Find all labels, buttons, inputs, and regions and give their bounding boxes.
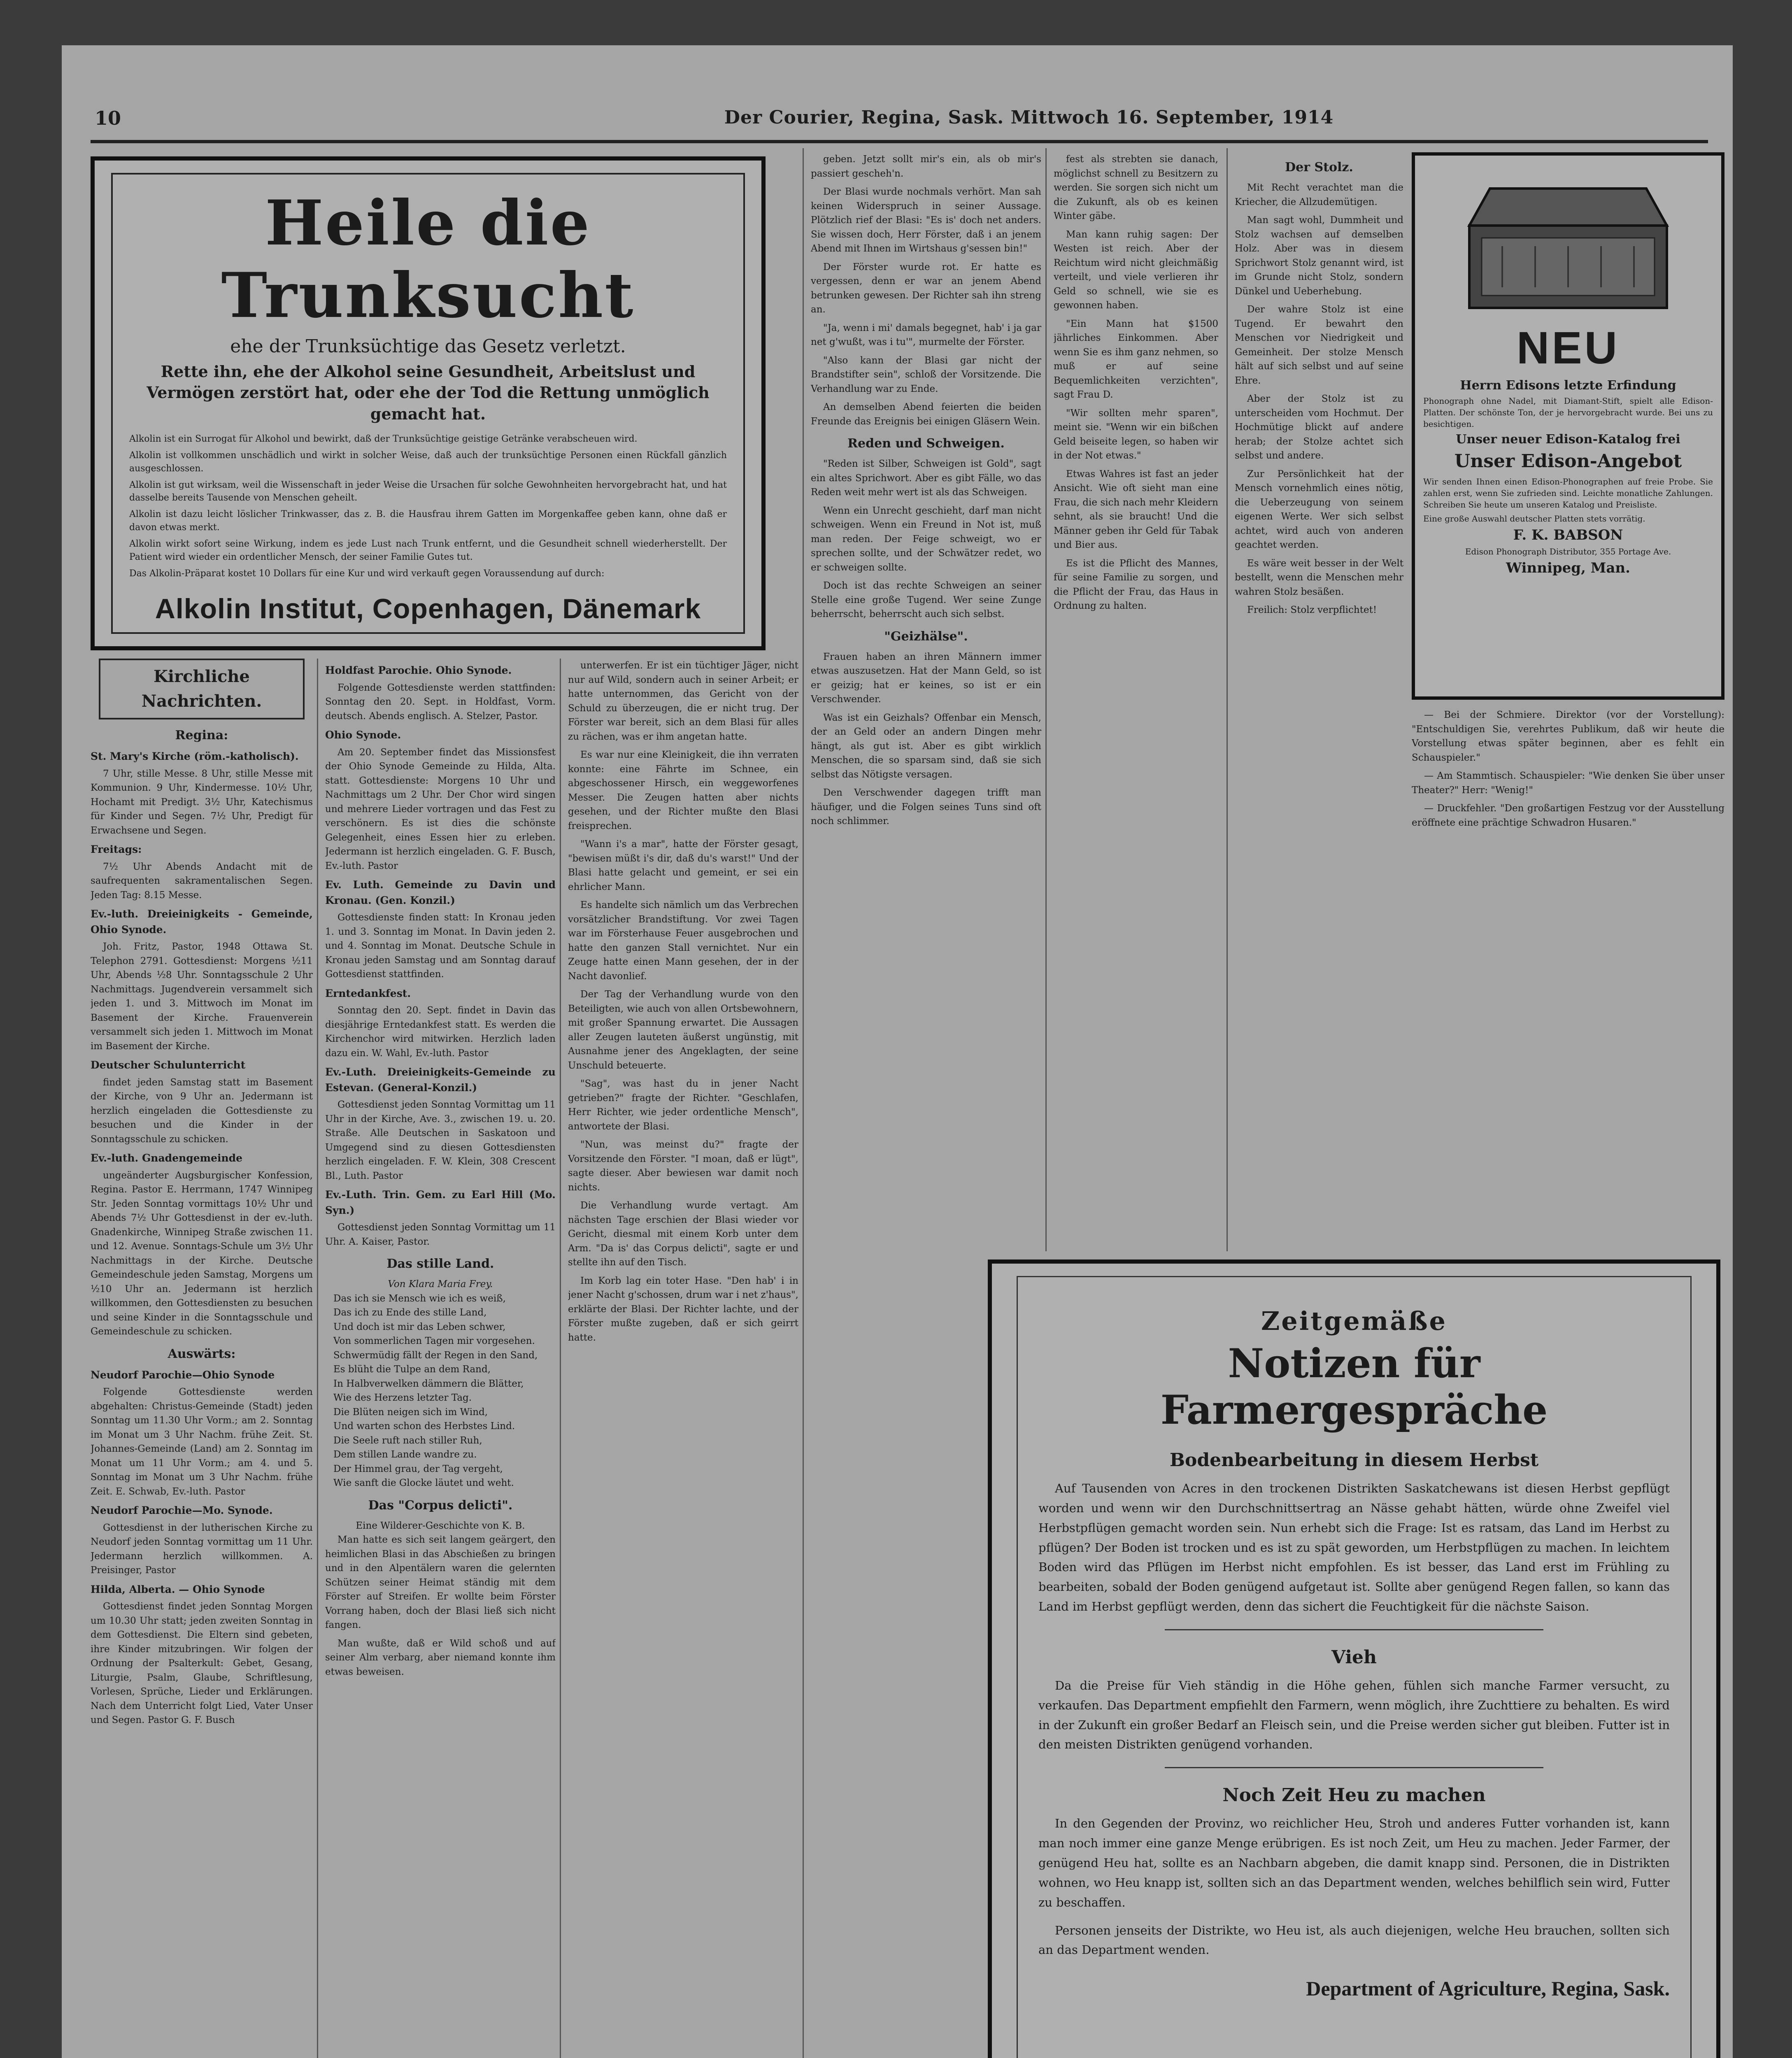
masthead: Der Courier, Regina, Sask. Mittwoch 16. September, 1914 — [724, 107, 1334, 128]
poem-line: Und warten schon des Herbstes Lind. — [333, 1421, 515, 1432]
paragraph: Es war nur eine Kleinigkeit, die ihn verraten konnte: eine Fährte im Schnee, ein abgeschossener Hirsch, ein weggeworfenes Messer. Die Zeugen hatten aber nichts gesehen, und der Richter mußte den Blasi freisprechen. — [568, 750, 798, 831]
column-divider — [317, 659, 318, 2058]
poem-author: Von Klara Maria Frey. — [388, 1279, 493, 1290]
ad-paragraph: Alkolin ist dazu leicht löslicher Trinkwasser, das z. B. die Hausfrau ihrem Gatten im Morgenkaffee geben kann, ohne daß er davon etwas merkt. — [129, 509, 727, 533]
poem-line: Das ich sie Mensch wie ich es weiß, — [333, 1293, 506, 1304]
poem-line: Dem stillen Lande wandre zu. — [333, 1449, 477, 1460]
city-heading: Regina: — [175, 728, 228, 743]
entry-text: 7½ Uhr Abends Andacht mit de saufrequenten sakramentalischen Segen. Jeden Tag: 8.15 Messe. — [91, 861, 313, 901]
entry-title: Ev.-Luth. Dreieinigkeits-Gemeinde zu Estevan. (General-Konzil.) — [325, 1066, 556, 1094]
reden-title: Reden und Schweigen. — [847, 436, 1005, 451]
notice-title: Notizen für Farmergespräche — [1160, 1340, 1548, 1433]
ad-new-label: NEU — [1516, 323, 1620, 373]
geiz-title: "Geizhälse". — [884, 629, 968, 644]
section-heading: Kirchliche Nachrichten. — [99, 659, 305, 719]
paragraph: Was ist ein Geizhals? Offenbar ein Mensch, der an Geld oder an andern Dingen mehr hängt, als gut ist. Aber es gibt wirklich Menschen, die so sparsam sind, daß sie sich selbst das Nötigste versagen. — [811, 712, 1041, 780]
entry-text: 7 Uhr, stille Messe. 8 Uhr, stille Messe mit Kommunion. 9 Uhr, Kindermesse. 10½ Uhr, Hochamt mit Predigt. 3½ Uhr, Katechismus für Kinder und Segen. 7½ Uhr, Predigt für Erwachsene und Segen. — [91, 768, 313, 836]
paragraph: Man kann ruhig sagen: Der Westen ist reich. Aber der Reichtum wird nicht gleichmäßig verteilt, und viele verlieren ihr Geld so schnell, wie sie es gewonnen haben. — [1054, 229, 1218, 311]
entry-text: Gottesdienst findet jeden Sonntag Morgen um 10.30 Uhr statt; jeden zweiten Sonntag in dem Gottesdienst. Die Eltern sind gebeten, ihre Kinder mitzubringen. Wir folgen der Ordnung der Psalterkult: Gebet, Gesang, Liturgie, Psalm, Glaube, Schriftlesung, Vorlesen, Sprüche, Lieder und Erklärungen. Nach dem Unterricht folgt Lied, Vater Unser und Segen. Pastor G. F. Busch — [91, 1601, 313, 1725]
paragraph: Man hatte es sich seit langem geärgert, den heimlichen Blasi in das Abschießen zu bringen und in den Alpentälern waren die gelernten Schützen seiner Heimat ständig mit dem Förster auf Streifen. Er wollte beim Förster Vorrang haben, doch der Blasi ließ sich nicht fangen. — [325, 1534, 556, 1630]
entry-title: Neudorf Parochie—Mo. Synode. — [91, 1504, 273, 1516]
entry-title: Hilda, Alberta. — Ohio Synode — [91, 1583, 265, 1595]
entry-text: Gottesdienst in der lutherischen Kirche zu Neudorf jeden Sonntag vormittag um 11 Uhr. Jedermann herzlich willkommen. A. Preisinger, Pastor — [91, 1522, 313, 1576]
entry-text: Joh. Fritz, Pastor, 1948 Ottawa St. Telephon 2791. Gottesdienst: Morgens ½11 Uhr, Abends ½8 Uhr. Sonntagsschule 2 Uhr Nachmittags. Jugendverein versammelt sich jeden 1. und 3. Mittwoch im Monat im Basement der Kirche. Frauenverein versammelt sich jeden 1. Mittwoch im Monat im Basement der Kirche. — [91, 941, 313, 1052]
notice-paragraph: In den Gegenden der Provinz, wo reichlicher Heu, Stroh und anderes Futter vorhanden ist, kann man noch immer eine ganze Menge erübrigen. Es ist noch Zeit, um Heu zu machen. Jeder Farmer, der genügend Heu hat, sollte es an Nachbarn abgeben, die damit knapp sind. Personen, die in Distrikten wohnen, wo Heu knapp ist, sollten sich an das Department wenden, welches behilflich sein wird, Futter zu beschaffen. — [1038, 1816, 1670, 1909]
ad-paragraph: Alkolin ist gut wirksam, weil die Wissenschaft in jeder Weise die Ursachen für solche Gewohnheiten hervorgebracht hat, und hat dasselbe bereits Tausende von Menschen geheilt. — [129, 480, 727, 503]
paragraph: Es handelte sich nämlich um das Verbrechen vorsätzlicher Brandstiftung. Vor zwei Tagen war im Försterhause Feuer ausgebrochen und hatte den ganzen Stall vernichtet. Nur ein Zeuge hatte einen Mann gesehen, der in der Nacht davonlief. — [568, 900, 798, 982]
ad-text: Wir senden Ihnen einen Edison-Phonographen auf freie Probe. Sie zahlen erst, wenn Sie zufrieden sind. Leichte monatliche Zahlungen. Schreiben Sie heute um unseren Katalog und Preisliste. — [1423, 477, 1713, 510]
paragraph: Die Verhandlung wurde vertagt. Am nächsten Tage erschien der Blasi wieder vor Gericht, diesmal mit einem Korb unter dem Arm. "Da is' das Corpus delicti", sagte er und stellte ihn auf den Tisch. — [568, 1200, 798, 1268]
ad-lead: Rette ihn, ehe der Alkohol seine Gesundheit, Arbeitslust und Vermögen zerstört hat, oder ehe der Tod die Rettung unmöglich gemacht hat. — [147, 362, 710, 423]
ad-paragraph: Alkolin wirkt sofort seine Wirkung, indem es jede Lust nach Trunk entfernt, und die Gesundheit schnell wiederherstellt. Der Patient wird wieder ein ordentlicher Mensch, der seiner Familie Gutes tut. — [129, 539, 727, 563]
entry-text: Gottesdienste finden statt: In Kronau jeden 1. und 3. Sonntag im Monat. In Davin jeden 2. und 4. Sonntag im Monat. Deutsche Schule in Kronau jeden Samstag und am Sonntag darauf Gottesdienst stattfinden. — [325, 912, 556, 980]
entry-title: Holdfast Parochie. Ohio Synode. — [325, 664, 512, 676]
ad-footer: Alkolin Institut, Copenhagen, Dänemark — [155, 593, 701, 624]
ad-trunksucht — [91, 156, 766, 650]
poem-title: Das stille Land. — [386, 1257, 494, 1271]
ad-paragraph: Alkolin ist vollkommen unschädlich und wirkt in solcher Weise, daß auch der trunksüchtige Personen einen Rückfall gänzlich ausgeschlossen. — [129, 450, 727, 474]
paragraph: "Wann i's a mar", hatte der Förster gesagt, "bewisen müßt i's dir, daß du's warst!" Und der Blasi hatte gelacht und gemeint, er sei ein ehrlicher Mann. — [568, 839, 798, 892]
ad-body — [129, 433, 727, 580]
poem-line: Und doch ist mir das Leben schwer, — [333, 1321, 506, 1332]
poem-line: Von sommerlichen Tagen mir vorgesehen. — [333, 1336, 535, 1346]
column-divider — [803, 148, 804, 2058]
entry-title: Ev.-Luth. Trin. Gem. zu Earl Hill (Mo. Syn.) — [325, 1189, 556, 1216]
entry-title: Neudorf Parochie—Ohio Synode — [91, 1369, 275, 1381]
corpus-subtitle: Eine Wilderer-Geschichte von K. B. — [356, 1520, 525, 1531]
notice-section-title: Vieh — [1331, 1646, 1377, 1668]
entry-title: Freitags: — [91, 843, 142, 855]
paragraph: "Nun, was meinst du?" fragte der Vorsitzende den Förster. "I moan, daß er lügt", sagte dieser. Aber bewiesen war damit noch nichts. — [568, 1139, 798, 1193]
entry-title: Erntedankfest. — [325, 987, 411, 999]
anecdote: — Am Stammtisch. Schauspieler: "Wie denken Sie über unser Theater?" Herr: "Wenig!" — [1412, 771, 1725, 796]
entry-text: findet jeden Samstag statt im Basement der Kirche, von 9 Uhr an. Jedermann ist herzlich eingeladen die Gottesdienste zu besuchen und die Kinder in der Sonntagsschule zu schicken. — [91, 1077, 313, 1145]
entry-text: Folgende Gottesdienste werden abgehalten: Christus-Gemeinde (Stadt) jeden Sonntag um 11.30 Uhr Vorm.; am 2. Sonntag im Monat um 3 Uhr Nachm. frühe Zeit. St. Johannes-Gemeinde (Land) am 2. Sonntag im Monat um 11 Uhr Vorm.; am 4. und 5. Sonntag im Monat um 3 Uhr Nachm. frühe Zeit. E. Schwab, Ev.-luth. Pastor — [91, 1387, 313, 1497]
entry-title: St. Mary's Kirche (röm.-katholisch). — [91, 750, 299, 762]
column-corpus-story — [568, 659, 798, 2058]
paragraph: Zur Persönlichkeit hat der Mensch vornehmlich eines nötig, die Ueberzeugung von seinem eigenen Werte. Wer sich selbst achtet, wird auch von anderen geachtet werden. — [1235, 468, 1403, 550]
paragraph: unterwerfen. Er ist ein tüchtiger Jäger, nicht nur auf Wild, sondern auch in seiner Arbeit; er hatte unternommen, das Gericht von der Schuld zu überzeugen, die er nicht trug. Der Förster war bereit, sich an dem Blasi für alles zu rächen, was er ihm angetan hatte. — [568, 660, 798, 742]
paragraph: "Reden ist Silber, Schweigen ist Gold", sagt ein altes Sprichwort. Aber es gibt Fälle, wo das Reden weit mehr wert ist als das Schweigen. — [811, 459, 1041, 498]
ad-edison-phonograph — [1412, 152, 1725, 700]
poem-line: Wie des Herzens letzter Tag. — [333, 1392, 472, 1403]
column-stolz — [1235, 152, 1403, 1251]
column-divider — [1045, 148, 1047, 1251]
ad-text: Eine große Auswahl deutscher Platten stets vorrätig. — [1423, 514, 1645, 524]
paragraph: "Ein Mann hat $1500 jährliches Einkommen. Aber wenn Sie es ihm ganz nehmen, so muß er auf seine Bequemlichkeiten verzichten", sagt Frau D. — [1054, 318, 1218, 400]
ad-text: Phonograph ohne Nadel, mit Diamant-Stift, spielt alle Edison-Platten. Der schönste Ton, der je hervorgebracht wurde. Bei uns zu besichtigen. — [1423, 396, 1713, 429]
poem-line: Das ich zu Ende des stille Land, — [333, 1307, 487, 1318]
notice-farmer — [988, 1259, 1720, 2058]
notice-kicker: Zeitgemäße — [1261, 1306, 1448, 1336]
entry-title: Ev.-luth. Dreieinigkeits - Gemeinde, Ohio Synode. — [91, 908, 313, 936]
entry-text: Gottesdienst jeden Sonntag Vormittag um 11 Uhr in der Kirche, Ave. 3., zwischen 19. u. 20. Straße. Alle Deutschen in Saskatoon und Umgegend sind zu diesen Gottesdiensten herzlich eingeladen. F. W. Klein, 308 Crescent Bl., Luth. Pastor — [325, 1099, 556, 1181]
entry-text: Gottesdienst jeden Sonntag Vormittag um 11 Uhr. A. Kaiser, Pastor. — [325, 1222, 556, 1247]
phonograph-illustration — [1453, 164, 1683, 316]
ad-title: Heile die Trunksucht — [221, 187, 635, 332]
paragraph: Es wäre weit besser in der Welt bestellt, wenn die Menschen mehr wahren Stolz besäßen. — [1235, 558, 1403, 597]
stolz-title: Der Stolz. — [1285, 160, 1353, 175]
auswaerts-heading: Auswärts: — [168, 1346, 236, 1361]
notice-paragraph: Personen jenseits der Distrikte, wo Heu ist, als auch diejenigen, welche Heu brauchen, sollten sich an das Department wenden. — [1038, 1923, 1670, 1957]
anecdote: — Druckfehler. "Den großartigen Festzug vor der Ausstellung eröffnete eine prächtige Schwadron Husaren." — [1412, 803, 1725, 828]
paragraph: Mit Recht verachtet man die Kriecher, die Allzudemütigen. — [1235, 182, 1403, 207]
poem-line: Es blüht die Tulpe an dem Rand, — [333, 1364, 491, 1375]
entry-text: ungeänderter Augsburgischer Konfession, Regina. Pastor E. Herrmann, 1747 Winnipeg Str. Jeden Sonntag vormittags 10½ Uhr und Abends 7½ Uhr Gottesdienst in der ev.-luth. Gnadenkirche, Winnipeg Straße zwischen 11. und 12. Avenue. Sonntags-Schule um 3½ Uhr Nachmittags in der Kirche. Deutsche Gemeindeschule jeden Samstag, Morgens um ½10 Uhr an. Jedermann ist herzlich willkommen, den Gottesdiensten zu besuchen und seine Kinder in die Sonntagsschule und Gemeindeschule zu schicken. — [91, 1170, 313, 1337]
paragraph: Frauen haben an ihren Männern immer etwas auszusetzen. Hat der Mann Geld, so ist er geizig; hat er keines, so ist er ein Verschwender. — [811, 651, 1041, 705]
paragraph: Es ist die Pflicht des Mannes, für seine Familie zu sorgen, und die Pflicht der Frau, das Haus in Ordnung zu halten. — [1054, 558, 1218, 611]
paragraph: Der Blasi wurde nochmals verhört. Man sah keinen Widerspruch in seiner Aussage. Plötzlich rief der Blasi: "Es is' doch net anders. Sie wissen doch, Herr Förster, daß i an jenem Abend mit Ihnen im Wirtshaus g'sessen bin!" — [811, 186, 1041, 254]
paragraph: "Wir sollten mehr sparen", meint sie. "Wenn wir ein bißchen Geld beiseite legen, so haben wir in der Not etwas." — [1054, 407, 1218, 461]
newspaper-page — [62, 45, 1733, 2058]
notice-paragraph: Da die Preise für Vieh ständig in die Höhe gehen, fühlen sich manche Farmer versucht, zu verkaufen. Das Department empfiehlt den Farmern, wenn möglich, ihre Zuchttiere zu behalten. Es wird in der Zukunft ein großer Bedarf an Fleisch sein, und die Preise werden sicher gut bleiben. Futter ist in den meisten Distrikten genügend vorhanden. — [1038, 1678, 1670, 1752]
notice-section-title: Noch Zeit Heu zu machen — [1222, 1785, 1486, 1806]
paragraph: Der Förster wurde rot. Er hatte es vergessen, denn er war an jenem Abend betrunken gewesen. Der Richter sah ihn streng an. — [811, 261, 1041, 315]
poem-line: Die Seele ruft nach stiller Ruh, — [333, 1435, 482, 1446]
paragraph: Der Tag der Verhandlung wurde von den Beteiligten, wie auch von allen Ortsbewohnern, mit großer Spannung erwartet. Die Aussagen aller Zeugen lauteten äußerst ungünstig, mit Ausnahme jener des Angeklagten, der seine Unschuld beteuerte. — [568, 989, 798, 1071]
entry-text: Sonntag den 20. Sept. findet in Davin das diesjährige Erntedankfest statt. Es werden die Kirchenchor wird mitwirken. Herzlich laden dazu ein. W. Wahl, Ev.-luth. Pastor — [325, 1005, 556, 1059]
poem-line: Wie sanft die Glocke läutet und weht. — [333, 1478, 514, 1488]
notice-divider — [1165, 1767, 1543, 1768]
entry-text: Folgende Gottesdienste werden stattfinden: Sonntag den 20. Sept. in Holdfast, Vorm. deutsch. Abends englisch. A. Stelzer, Pastor. — [325, 682, 556, 722]
paragraph: Im Korb lag ein toter Hase. "Den hab' i in jener Nacht g'schossen, drum war i net z'haus", erklärte der Blasi. Der Richter lachte, und der Förster mußte zugeben, daß er sich geirrt hatte. — [568, 1275, 798, 1343]
ad-paragraph: Das Alkolin-Präparat kostet 10 Dollars für eine Kur und wird verkauft gegen Voraussendung auf durch: — [129, 568, 605, 579]
paragraph: Wenn ein Unrecht geschieht, darf man nicht schweigen. Wenn ein Freund in Not ist, muß man reden. Der Feige schweigt, wo er sprechen sollte, und der Schwätzer redet, wo er schweigen sollte. — [811, 505, 1041, 573]
paragraph: Den Verschwender dagegen trifft man häufiger, und die Folgen seines Tuns sind oft noch schlimmer. — [811, 787, 1041, 826]
ad-address: Edison Phonograph Distributor, 355 Portage Ave. — [1465, 547, 1671, 556]
column-essay — [1054, 152, 1218, 1251]
paragraph: Freilich: Stolz verpflichtet! — [1247, 605, 1377, 615]
paragraph: "Ja, wenn i mi' damals begegnet, hab' i ja gar net g'wußt, was i tu'", murmelte der Förster. — [811, 322, 1041, 347]
entry-title: Ohio Synode. — [325, 729, 401, 741]
entry-title: Ev.-luth. Gnadengemeinde — [91, 1152, 243, 1164]
poem-line: Schwermüdig fällt der Regen in den Sand, — [333, 1350, 538, 1361]
paragraph: Doch ist das rechte Schweigen an seiner Stelle eine große Tugend. Wer seine Zunge beherrscht, beherrscht auch sich selbst. — [811, 580, 1041, 619]
paragraph: geben. Jetzt sollt mir's ein, als ob mir's passiert gescheh'n. — [811, 154, 1041, 179]
notice-paragraph: Auf Tausenden von Acres in den trockenen Distrikten Saskatchewans ist diesen Herbst gepflügt worden und wenn wir den Durchschnittsertrag an Nässe gehabt hätten, würde ohne Zweifel viel Herbstpflügen gemacht worden sein. Nun erhebt sich die Frage: Ist es ratsam, das Land im Herbst zu pflügen? Der Boden ist trocken und es ist zu spät geworden, um Herbstpflügen zu machen. In leichtem Boden wird das Pflügen im Herbst nicht empfohlen. Es ist besser, das Land erst im Frühling zu bearbeiten, sobald der Boden genügend aufgetaut ist. Sollte aber genügend Regen fallen, so kann das Land im Herbst gepflügt werden, denn das sichert die Feuchtigkeit für die nächste Saison. — [1038, 1481, 1670, 1614]
paragraph: Aber der Stolz ist zu unterscheiden vom Hochmut. Der Hochmütige blickt auf andere herab; der Stolze achtet sich selbst und andere. — [1235, 393, 1403, 461]
corpus-title: Das "Corpus delicti". — [368, 1498, 513, 1513]
column-misc — [1412, 708, 1725, 1251]
paragraph: Man wußte, daß er Wild schoß und auf seiner Alm verbarg, aber niemand konnte ihm etwas beweisen. — [325, 1638, 556, 1677]
paragraph: Der wahre Stolz ist eine Tugend. Er bewahrt den Menschen vor Niedrigkeit und Gemeinheit. Der stolze Mensch hält auf sich selbst und auf seine Ehre. — [1235, 304, 1403, 386]
ad-seller: F. K. BABSON — [1513, 527, 1623, 543]
poem-line: Die Blüten neigen sich im Wind, — [333, 1406, 488, 1418]
anecdote: — Bei der Schmiere. Direktor (vor der Vorstellung): "Entschuldigen Sie, verehrtes Publikum, daß wir heute die Vorstellung etwas später beginnen, aber es fehlt ein Schauspieler." — [1412, 710, 1725, 763]
page-number: 10 — [95, 107, 121, 129]
notice-signature: Department of Agriculture, Regina, Sask. — [1306, 1977, 1670, 2000]
header-rule — [91, 140, 1708, 143]
paragraph: Etwas Wahres ist fast an jeder Ansicht. Wie oft sieht man eine Frau, die sich nach mehr Kleidern sehnt, als sie braucht! Und die Männer geben ihr Geld für Tabak und Bier aus. — [1054, 468, 1218, 550]
ad-catalog-line: Unser neuer Edison-Katalog frei — [1456, 432, 1680, 447]
ad-paragraph: Alkolin ist ein Surrogat für Alkohol und bewirkt, daß der Trunksüchtige geistige Getränke verabscheuen wird. — [129, 433, 638, 444]
notice-section-title: Bodenbearbeitung in diesem Herbst — [1169, 1450, 1539, 1471]
column-church-2 — [325, 659, 556, 2058]
poem-line: In Halbverwelken dämmern die Blätter, — [333, 1378, 524, 1389]
entry-title: Ev. Luth. Gemeinde zu Davin und Kronau. (Gen. Konzil.) — [325, 879, 556, 906]
entry-text: Am 20. September findet das Missionsfest der Ohio Synode Gemeinde zu Hilda, Alta. statt. Gottesdienste: Morgens 10 Uhr und Nachmittags um 2 Uhr. Der Chor wird singen und mehrere Lieder vortragen und das Fest zu verschönern. Es ist dies die schönste Gelegenheit, eines Essen hier zu erleben. Jedermann ist herzlich eingeladen. G. F. Busch, Ev.-luth. Pastor — [325, 747, 556, 871]
column-kirchliche — [91, 659, 313, 2058]
paragraph: An demselben Abend feierten die beiden Freunde das Ereignis bei einigen Gläsern Wein. — [811, 402, 1041, 427]
ad-city: Winnipeg, Man. — [1506, 560, 1630, 576]
paragraph: fest als strebten sie danach, möglichst schnell zu Besitzern zu werden. Sie sorgen sich nicht um die Zukunft, als ob es keinen Winter gäbe. — [1054, 154, 1218, 221]
entry-title: Deutscher Schulunterricht — [91, 1059, 246, 1071]
notice-divider — [1165, 1629, 1543, 1630]
paragraph: "Also kann der Blasi gar nicht der Brandstifter sein", schloß der Vorsitzende. Die Verhandlung war zu Ende. — [811, 355, 1041, 394]
column-divider — [1226, 148, 1228, 1251]
paragraph: Man sagt wohl, Dummheit und Stolz wachsen auf demselben Holz. Aber was in diesem Sprichwort Stolz genannt wird, ist im Grunde nicht Stolz, sondern Dünkel und Ueberhebung. — [1235, 215, 1403, 297]
column-divider — [560, 659, 561, 2058]
poem-line: Der Himmel grau, der Tag vergeht, — [333, 1463, 503, 1474]
paragraph: "Sag", was hast du in jener Nacht getrieben?" fragte der Richter. "Geschlafen, Herr Richter, wie jeder ordentliche Mensch", antwortete der Blasi. — [568, 1078, 798, 1132]
ad-subtitle: ehe der Trunksüchtige das Gesetz verletzt. — [230, 336, 626, 357]
ad-headline: Herrn Edisons letzte Erfindung — [1460, 378, 1676, 393]
ad-offer: Unser Edison-Angebot — [1454, 451, 1682, 472]
